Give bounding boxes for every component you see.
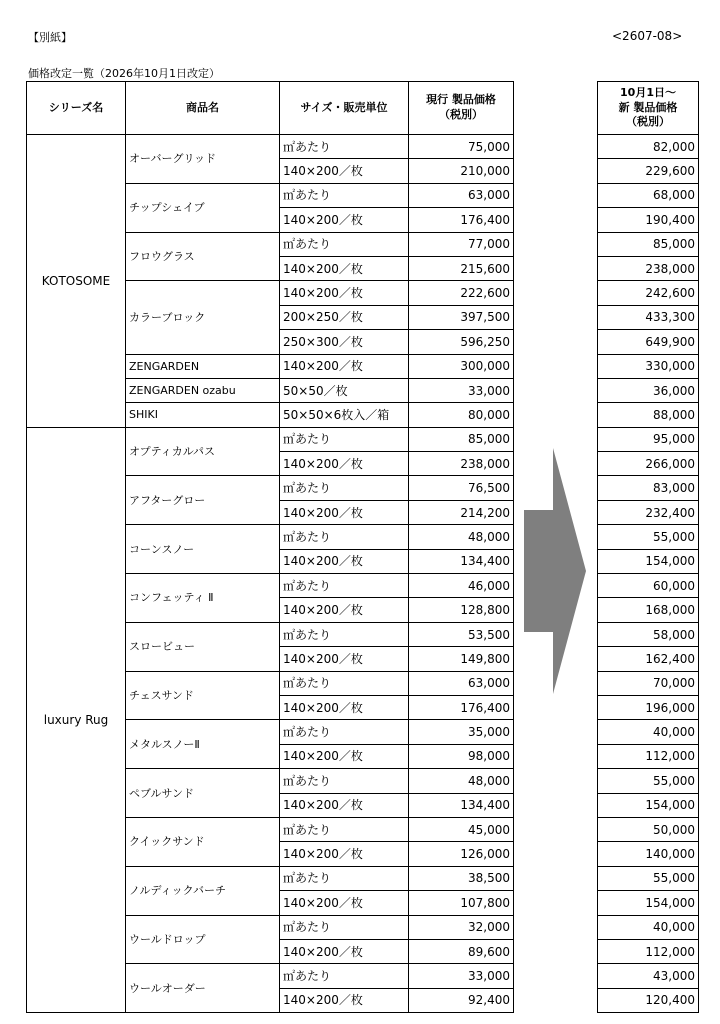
size-unit: ㎡あたり <box>280 720 409 744</box>
table-row <box>598 622 699 646</box>
current-price: 98,000 <box>409 744 514 768</box>
new-price: 330,000 <box>598 354 699 378</box>
current-price-header-line2: （税別） <box>439 108 483 121</box>
table-row <box>598 769 699 793</box>
table-row <box>598 842 699 866</box>
table-row <box>598 305 699 329</box>
product-name: オーバーグリッド <box>126 135 280 184</box>
size-unit: ㎡あたり <box>280 769 409 793</box>
table-row <box>598 403 699 427</box>
new-price: 154,000 <box>598 891 699 915</box>
current-price: 33,000 <box>409 378 514 402</box>
table-row <box>598 817 699 841</box>
new-price: 242,600 <box>598 281 699 305</box>
product-name: チップシェイブ <box>126 183 280 232</box>
size-unit: 140×200／枚 <box>280 793 409 817</box>
product-name: カラーブロック <box>126 281 280 354</box>
size-unit: 140×200／枚 <box>280 744 409 768</box>
table-row <box>598 866 699 890</box>
product-name: コンフェッティ Ⅱ <box>126 574 280 623</box>
product-name: ウールドロップ <box>126 915 280 964</box>
table-row <box>598 695 699 719</box>
right-arrow-icon <box>524 448 586 694</box>
size-unit: 50×50×6枚入／箱 <box>280 403 409 427</box>
size-unit: ㎡あたり <box>280 232 409 256</box>
new-price: 55,000 <box>598 525 699 549</box>
table-row <box>27 135 514 159</box>
new-price: 50,000 <box>598 817 699 841</box>
current-price: 300,000 <box>409 354 514 378</box>
table-row <box>598 793 699 817</box>
table-row <box>598 330 699 354</box>
size-unit: 140×200／枚 <box>280 549 409 573</box>
new-price: 649,900 <box>598 330 699 354</box>
new-price: 68,000 <box>598 183 699 207</box>
size-unit: 140×200／枚 <box>280 695 409 719</box>
table-row <box>598 549 699 573</box>
size-unit: ㎡あたり <box>280 915 409 939</box>
current-price: 214,200 <box>409 500 514 524</box>
current-price: 85,000 <box>409 427 514 451</box>
size-unit: ㎡あたり <box>280 525 409 549</box>
current-price-header-line1: 現行 製品価格 <box>426 93 496 107</box>
size-unit: 140×200／枚 <box>280 354 409 378</box>
new-price: 154,000 <box>598 793 699 817</box>
size-unit: ㎡あたり <box>280 866 409 890</box>
current-price: 63,000 <box>409 183 514 207</box>
current-price: 35,000 <box>409 720 514 744</box>
table-row <box>598 378 699 402</box>
table-row <box>598 183 699 207</box>
table-row <box>598 500 699 524</box>
new-price: 196,000 <box>598 695 699 719</box>
new-price: 88,000 <box>598 403 699 427</box>
new-price-header-line1: 10月1日～ <box>620 85 676 99</box>
new-price: 266,000 <box>598 452 699 476</box>
product-name: オプティカルパス <box>126 427 280 476</box>
size-unit: 140×200／枚 <box>280 939 409 963</box>
current-price: 596,250 <box>409 330 514 354</box>
current-price: 53,500 <box>409 622 514 646</box>
table-row <box>598 915 699 939</box>
current-price: 76,500 <box>409 476 514 500</box>
new-price-header <box>598 82 699 135</box>
attachment-label: 【別紙】 <box>28 31 72 44</box>
size-unit: 140×200／枚 <box>280 452 409 476</box>
product-name: SHIKI <box>126 403 280 427</box>
new-price: 162,400 <box>598 647 699 671</box>
table-row <box>598 964 699 988</box>
new-price: 70,000 <box>598 671 699 695</box>
current-price: 92,400 <box>409 988 514 1012</box>
series-name: KOTOSOME <box>27 135 126 428</box>
new-price: 168,000 <box>598 598 699 622</box>
table-row <box>598 574 699 598</box>
product-name: ZENGARDEN ozabu <box>126 378 280 402</box>
size-unit: 140×200／枚 <box>280 842 409 866</box>
current-price: 176,400 <box>409 695 514 719</box>
table-caption: 価格改定一覧（2026年10月1日改定） <box>28 67 220 80</box>
new-price: 40,000 <box>598 915 699 939</box>
current-price: 128,800 <box>409 598 514 622</box>
current-price: 176,400 <box>409 208 514 232</box>
current-price: 46,000 <box>409 574 514 598</box>
current-price-header <box>409 82 514 135</box>
header-row <box>27 82 514 135</box>
table-row <box>27 427 514 451</box>
size-unit: ㎡あたり <box>280 427 409 451</box>
size-unit: 200×250／枚 <box>280 305 409 329</box>
current-price: 89,600 <box>409 939 514 963</box>
product-name: クイックサンド <box>126 817 280 866</box>
product-name: スロービュー <box>126 622 280 671</box>
current-price: 107,800 <box>409 891 514 915</box>
table-row <box>598 647 699 671</box>
new-price-header-line3: （税別） <box>626 115 670 129</box>
new-price: 85,000 <box>598 232 699 256</box>
current-price: 126,000 <box>409 842 514 866</box>
table-row <box>598 354 699 378</box>
current-price: 33,000 <box>409 964 514 988</box>
size-unit: 140×200／枚 <box>280 891 409 915</box>
size-unit: ㎡あたり <box>280 622 409 646</box>
size-unit: 140×200／枚 <box>280 281 409 305</box>
size-unit: 140×200／枚 <box>280 988 409 1012</box>
new-price: 112,000 <box>598 939 699 963</box>
size-unit: 140×200／枚 <box>280 159 409 183</box>
size-unit: 250×300／枚 <box>280 330 409 354</box>
table-row <box>598 232 699 256</box>
size-unit: 140×200／枚 <box>280 208 409 232</box>
current-price: 149,800 <box>409 647 514 671</box>
table-row <box>598 988 699 1012</box>
table-row <box>598 525 699 549</box>
size-unit: ㎡あたり <box>280 183 409 207</box>
new-price: 82,000 <box>598 135 699 159</box>
new-price: 58,000 <box>598 622 699 646</box>
table-row <box>598 891 699 915</box>
current-price: 45,000 <box>409 817 514 841</box>
new-price: 140,000 <box>598 842 699 866</box>
product-name: ペブルサンド <box>126 769 280 818</box>
product-name: ノルディックバーチ <box>126 866 280 915</box>
size-header: サイズ・販売単位 <box>280 82 409 135</box>
current-price: 38,500 <box>409 866 514 890</box>
new-price-header-line2: 新 製品価格 <box>618 100 678 114</box>
size-unit: ㎡あたり <box>280 574 409 598</box>
product-name: ウールオーダー <box>126 964 280 1013</box>
current-price: 77,000 <box>409 232 514 256</box>
new-price: 83,000 <box>598 476 699 500</box>
product-name: チェスサンド <box>126 671 280 720</box>
product-name: メタルスノーⅡ <box>126 720 280 769</box>
table-row <box>598 159 699 183</box>
current-price: 63,000 <box>409 671 514 695</box>
new-price: 433,300 <box>598 305 699 329</box>
size-unit: ㎡あたり <box>280 476 409 500</box>
size-unit: ㎡あたり <box>280 964 409 988</box>
product-name: コーンスノー <box>126 525 280 574</box>
series-name: luxury Rug <box>27 427 126 1012</box>
new-price: 43,000 <box>598 964 699 988</box>
size-unit: 140×200／枚 <box>280 256 409 280</box>
current-price: 134,400 <box>409 793 514 817</box>
size-unit: 140×200／枚 <box>280 647 409 671</box>
current-price: 222,600 <box>409 281 514 305</box>
new-price: 36,000 <box>598 378 699 402</box>
table-row <box>598 939 699 963</box>
current-price: 32,000 <box>409 915 514 939</box>
table-row <box>598 720 699 744</box>
new-price: 55,000 <box>598 866 699 890</box>
current-price: 397,500 <box>409 305 514 329</box>
table-row <box>598 256 699 280</box>
new-price: 238,000 <box>598 256 699 280</box>
product-name: フロウグラス <box>126 232 280 281</box>
current-price: 75,000 <box>409 135 514 159</box>
size-unit: 50×50／枚 <box>280 378 409 402</box>
header-row <box>598 82 699 135</box>
table-row <box>598 744 699 768</box>
size-unit: 140×200／枚 <box>280 500 409 524</box>
table-row <box>598 427 699 451</box>
new-price: 190,400 <box>598 208 699 232</box>
new-price: 60,000 <box>598 574 699 598</box>
current-price: 238,000 <box>409 452 514 476</box>
size-unit: ㎡あたり <box>280 817 409 841</box>
new-price: 95,000 <box>598 427 699 451</box>
current-price: 215,600 <box>409 256 514 280</box>
current-price: 134,400 <box>409 549 514 573</box>
table-row <box>598 281 699 305</box>
current-price: 80,000 <box>409 403 514 427</box>
price-table-current <box>26 81 514 1013</box>
new-price: 229,600 <box>598 159 699 183</box>
new-price: 232,400 <box>598 500 699 524</box>
size-unit: ㎡あたり <box>280 135 409 159</box>
current-price: 48,000 <box>409 525 514 549</box>
size-unit: ㎡あたり <box>280 671 409 695</box>
table-row <box>598 208 699 232</box>
table-row <box>598 598 699 622</box>
product-name: アフターグロー <box>126 476 280 525</box>
new-price: 40,000 <box>598 720 699 744</box>
size-unit: 140×200／枚 <box>280 598 409 622</box>
new-price: 55,000 <box>598 769 699 793</box>
table-row <box>598 452 699 476</box>
new-price: 112,000 <box>598 744 699 768</box>
current-price: 48,000 <box>409 769 514 793</box>
price-table-new <box>597 81 699 1013</box>
product-header: 商品名 <box>126 82 280 135</box>
series-header: シリーズ名 <box>27 82 126 135</box>
table-row <box>598 135 699 159</box>
current-price: 210,000 <box>409 159 514 183</box>
document-code: <2607-08> <box>612 29 683 43</box>
table-row <box>598 671 699 695</box>
new-price: 154,000 <box>598 549 699 573</box>
product-name: ZENGARDEN <box>126 354 280 378</box>
new-price: 120,400 <box>598 988 699 1012</box>
table-row <box>598 476 699 500</box>
